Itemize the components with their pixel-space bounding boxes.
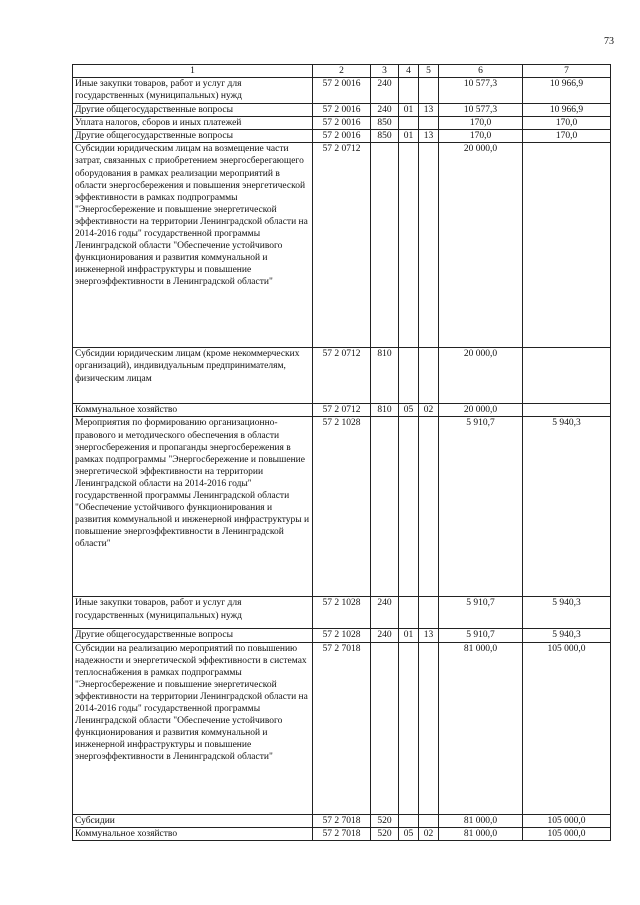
row-description: Иные закупки товаров, работ и услуг для государственных (муниципальных) нужд (73, 78, 313, 104)
row-description: Субсидии на реализацию мероприятий по повышению надежности и энергетической эффективности в системах теплоснабжения в рамках подпрограммы "Энергосбережение и повышение энергетической эффективности на территории Ленинградской области на 2014-2016 годы" государственной программы Ленинградской области "Обеспечение устойчивого функционирования и развития коммунальной и инженерной инфраструктуры и повышение энергоэффективности в Ленинградской области" (73, 642, 313, 814)
row-col-3: 850 (371, 130, 399, 143)
table-body (73, 78, 611, 841)
row-col-4 (399, 348, 419, 404)
row-description: Иные закупки товаров, работ и услуг для государственных (муниципальных) нужд (73, 597, 313, 629)
row-col-5: 02 (419, 404, 439, 417)
row-col-3: 520 (371, 814, 399, 827)
row-col-3: 810 (371, 404, 399, 417)
row-amount-6: 20 000,0 (439, 404, 523, 417)
row-amount-6: 81 000,0 (439, 827, 523, 840)
table-row (73, 404, 611, 417)
row-col-3: 520 (371, 827, 399, 840)
table-row (73, 348, 611, 404)
row-amount-6: 81 000,0 (439, 814, 523, 827)
row-description: Мероприятия по формированию организационно-правового и методического обеспечения в области энергосбережения и пропаганды энергосбережения в рамках подпрограммы "Энергосбережение и повышение энергетической эффективности на территории Ленинградской области на 2014-2016 годы" государственной программы Ленинградской области "Обеспечение устойчивого функционирования и развития коммунальной и инженерной инфраструктуры и повышение энергоэффективности в Ленинградской области" (73, 417, 313, 597)
row-col-5 (419, 642, 439, 814)
row-col-5 (419, 597, 439, 629)
row-col-5 (419, 417, 439, 597)
row-code: 57 2 1028 (313, 597, 371, 629)
row-code: 57 2 7018 (313, 827, 371, 840)
table-row (73, 814, 611, 827)
row-amount-7: 5 940,3 (523, 629, 611, 642)
row-description: Субсидии юридическим лицам на возмещение части затрат, связанных с приобретением энергосберегающего оборудования в рамках реализации мероприятий в области энергосбережения и повышения энергетической эффективности в рамках подпрограммы "Энергосбережение и повышение энергетической эффективности на территории Ленинградской области на 2014-2016 годы" государственной программы Ленинградской области "Обеспечение устойчивого функционирования и развития коммунальной и инженерной инфраструктуры и повышение энергоэффективности в Ленинградской области" (73, 143, 313, 348)
row-col-5: 13 (419, 130, 439, 143)
row-col-4 (399, 814, 419, 827)
row-amount-7: 10 966,9 (523, 78, 611, 104)
row-amount-6: 5 910,7 (439, 629, 523, 642)
row-amount-6: 5 910,7 (439, 417, 523, 597)
row-col-4: 05 (399, 404, 419, 417)
header-col-4: 4 (399, 65, 419, 78)
row-code: 57 2 0712 (313, 143, 371, 348)
table-row (73, 130, 611, 143)
row-col-4: 01 (399, 629, 419, 642)
row-amount-7: 105 000,0 (523, 814, 611, 827)
table-row (73, 78, 611, 104)
row-description: Уплата налогов, сборов и иных платежей (73, 117, 313, 130)
row-code: 57 2 0016 (313, 130, 371, 143)
row-amount-7: 5 940,3 (523, 597, 611, 629)
table-row (73, 143, 611, 348)
row-description: Другие общегосударственные вопросы (73, 629, 313, 642)
row-amount-6: 10 577,3 (439, 78, 523, 104)
row-col-3: 240 (371, 104, 399, 117)
row-col-3: 810 (371, 348, 399, 404)
row-col-5 (419, 78, 439, 104)
row-code: 57 2 0712 (313, 404, 371, 417)
header-col-3: 3 (371, 65, 399, 78)
row-amount-7: 105 000,0 (523, 642, 611, 814)
row-col-4: 05 (399, 827, 419, 840)
row-amount-7: 170,0 (523, 130, 611, 143)
row-col-5: 02 (419, 827, 439, 840)
row-col-4 (399, 417, 419, 597)
header-col-5: 5 (419, 65, 439, 78)
row-amount-6: 5 910,7 (439, 597, 523, 629)
row-col-4 (399, 117, 419, 130)
row-col-4 (399, 597, 419, 629)
table-row (73, 117, 611, 130)
row-description: Коммунальное хозяйство (73, 827, 313, 840)
table-row (73, 827, 611, 840)
header-col-6: 6 (439, 65, 523, 78)
row-amount-6: 20 000,0 (439, 143, 523, 348)
header-col-1: 1 (73, 65, 313, 78)
header-col-7: 7 (523, 65, 611, 78)
row-col-4: 01 (399, 104, 419, 117)
budget-table (72, 64, 611, 841)
row-code: 57 2 7018 (313, 814, 371, 827)
budget-table-container (72, 64, 610, 841)
row-description: Субсидии (73, 814, 313, 827)
row-col-3: 240 (371, 629, 399, 642)
row-col-4 (399, 642, 419, 814)
row-amount-7: 105 000,0 (523, 827, 611, 840)
table-row (73, 104, 611, 117)
header-col-2: 2 (313, 65, 371, 78)
row-amount-6: 170,0 (439, 130, 523, 143)
row-amount-7 (523, 348, 611, 404)
row-col-4 (399, 143, 419, 348)
row-code: 57 2 0016 (313, 78, 371, 104)
row-amount-6: 10 577,3 (439, 104, 523, 117)
row-amount-6: 170,0 (439, 117, 523, 130)
row-code: 57 2 1028 (313, 629, 371, 642)
row-amount-6: 81 000,0 (439, 642, 523, 814)
table-row (73, 597, 611, 629)
row-code: 57 2 0016 (313, 104, 371, 117)
row-amount-7 (523, 143, 611, 348)
row-col-3 (371, 417, 399, 597)
row-amount-7: 5 940,3 (523, 417, 611, 597)
header-row (73, 65, 611, 78)
row-col-4 (399, 78, 419, 104)
row-col-5 (419, 814, 439, 827)
row-code: 57 2 0712 (313, 348, 371, 404)
row-description: Субсидии юридическим лицам (кроме некоммерческих организаций), индивидуальным предпринимателям, физическим лицам (73, 348, 313, 404)
row-code: 57 2 7018 (313, 642, 371, 814)
page-number: 73 (604, 36, 614, 47)
row-description: Коммунальное хозяйство (73, 404, 313, 417)
row-col-5 (419, 348, 439, 404)
row-description: Другие общегосударственные вопросы (73, 130, 313, 143)
row-amount-7: 10 966,9 (523, 104, 611, 117)
row-amount-6: 20 000,0 (439, 348, 523, 404)
row-amount-7 (523, 404, 611, 417)
row-col-3 (371, 642, 399, 814)
row-col-5: 13 (419, 629, 439, 642)
row-col-3: 240 (371, 597, 399, 629)
row-col-4: 01 (399, 130, 419, 143)
row-col-5 (419, 117, 439, 130)
row-code: 57 2 0016 (313, 117, 371, 130)
row-amount-7: 170,0 (523, 117, 611, 130)
row-code: 57 2 1028 (313, 417, 371, 597)
table-row (73, 629, 611, 642)
row-col-5 (419, 143, 439, 348)
row-col-3: 850 (371, 117, 399, 130)
row-col-3 (371, 143, 399, 348)
table-row (73, 642, 611, 814)
row-col-5: 13 (419, 104, 439, 117)
table-row (73, 417, 611, 597)
row-col-3: 240 (371, 78, 399, 104)
row-description: Другие общегосударственные вопросы (73, 104, 313, 117)
